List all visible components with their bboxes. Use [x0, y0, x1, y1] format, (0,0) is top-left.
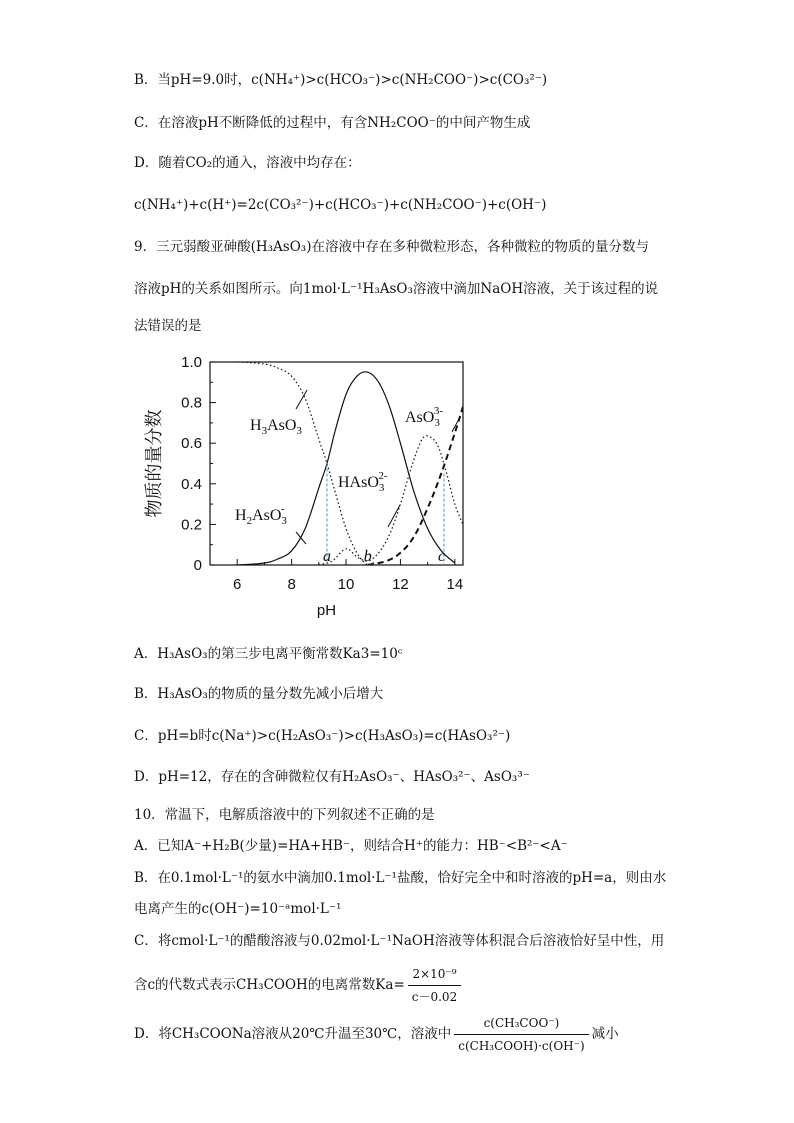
- y-tick-label: 1.0: [181, 354, 202, 371]
- q8-option-d-equation: c(NH₄⁺)+c(H⁺)=2c(CO₃²⁻)+c(HCO₃⁻)+c(NH₂COO⁻)+c(OH⁻): [134, 197, 547, 213]
- q9-stem-line2: 溶液pH的关系如图所示。向1mol·L⁻¹H₃AsO₃溶液中滴加NaOH溶液，关于该过程的说: [134, 281, 659, 297]
- ratio-numerator: c(CH₃COO⁻): [454, 1013, 588, 1035]
- ka-denominator: c－0.02: [411, 990, 458, 1004]
- y-tick-label: 0.2: [181, 516, 202, 534]
- q8-option-c: C．在溶液pH不断降低的过程中，有含NH₂COO⁻的中间产物生成: [134, 115, 531, 131]
- ratio-fraction: [454, 1013, 588, 1056]
- series-line-3: [319, 436, 463, 565]
- marker-label-a: a: [322, 548, 331, 565]
- series-line-2: [210, 372, 455, 565]
- ratio-denominator: c(CH₃COOH)·c(OH⁻): [458, 1039, 585, 1053]
- ka-numerator: 2×10⁻⁹: [408, 964, 461, 986]
- label-haso3: HAsO$_3$2-: [338, 470, 388, 494]
- q9-option-d: D．pH=12，存在的含砷微粒仅有H₂AsO₃⁻、HAsO₃²⁻、AsO₃³⁻: [134, 769, 530, 785]
- y-tick-label: 0: [193, 557, 202, 574]
- y-axis-label: 物质的量分数: [144, 409, 164, 518]
- q10-option-c-line2: [134, 964, 464, 1007]
- y-tick-label: 0.6: [181, 435, 202, 453]
- species-distribution-chart: [130, 345, 480, 620]
- label-h2aso3: $H_2AsO_3-$: [235, 503, 287, 527]
- x-tick-label: 6: [233, 576, 242, 593]
- q10-option-c-line1: C．将cmol·L⁻¹的醋酸溶液与0.02mol·L⁻¹NaOH溶液等体积混合后溶液恰好呈中性，用: [134, 933, 665, 949]
- ka-fraction: [408, 964, 461, 1007]
- q10-option-c-text: 含c的代数式表示CH₃COOH的电离常数Ka=: [134, 977, 405, 993]
- q8-option-d: D．随着CO₂的通入，溶液中均存在：: [134, 155, 361, 171]
- q10-option-b-line1: B．在0.1mol·L⁻¹的氨水中滴加0.1mol·L⁻¹盐酸，恰好完全中和时溶液的pH=a，则由水: [134, 870, 667, 886]
- q9-option-c: C．pH=b时c(Na⁺)>c(H₂AsO₃⁻)>c(H₃AsO₃)=c(HAsO₃²⁻): [134, 728, 511, 744]
- x-tick-label: 8: [287, 576, 296, 593]
- q9-option-a: A．H₃AsO₃的第三步电离平衡常数Ka3=10ᶜ: [134, 646, 403, 662]
- label-aso3: AsO$_3$3-: [405, 405, 444, 429]
- q10-option-b-line2: 电离产生的c(OH⁻)=10⁻ᵃmol·L⁻¹: [134, 901, 342, 917]
- y-tick-label: 0.4: [181, 475, 202, 493]
- y-tick-label: 0.8: [181, 394, 202, 412]
- q9-option-b: B．H₃AsO₃的物质的量分数先减小后增大: [134, 686, 384, 702]
- marker-label-b: b: [363, 548, 372, 565]
- q10-option-d: [134, 1013, 619, 1056]
- marker-label-c: c: [437, 548, 446, 565]
- q10-option-d-conclusion: 减小: [591, 1026, 619, 1042]
- q9-stem-line1: 9．三元弱酸亚砷酸(H₃AsO₃)在溶液中存在多种微粒形态，各种微粒的物质的量分数与: [134, 239, 649, 255]
- q10-stem: 10．常温下，电解质溶液中的下列叙述不正确的是: [134, 807, 435, 823]
- plot-frame: [210, 362, 463, 565]
- q9-stem-line3: 法错误的是: [134, 318, 202, 334]
- x-tick-label: 14: [446, 576, 464, 593]
- q10-option-d-text: D．将CH₃COONa溶液从20℃升温至30℃，溶液中: [134, 1026, 452, 1042]
- x-axis-label: pH: [316, 602, 337, 619]
- q10-option-a: A．已知A⁻+H₂B(少量)=HA+HB⁻，则结合H⁺的能力：HB⁻<B²⁻<A⁻: [134, 838, 568, 854]
- q8-option-b: B．当pH=9.0时，c(NH₄⁺)>c(HCO₃⁻)>c(NH₂COO⁻)>c(CO₃²⁻): [134, 72, 548, 88]
- x-tick-label: 10: [337, 576, 355, 593]
- x-tick-label: 12: [392, 576, 409, 593]
- label-h3aso3: $H_3AsO_3$: [250, 417, 302, 437]
